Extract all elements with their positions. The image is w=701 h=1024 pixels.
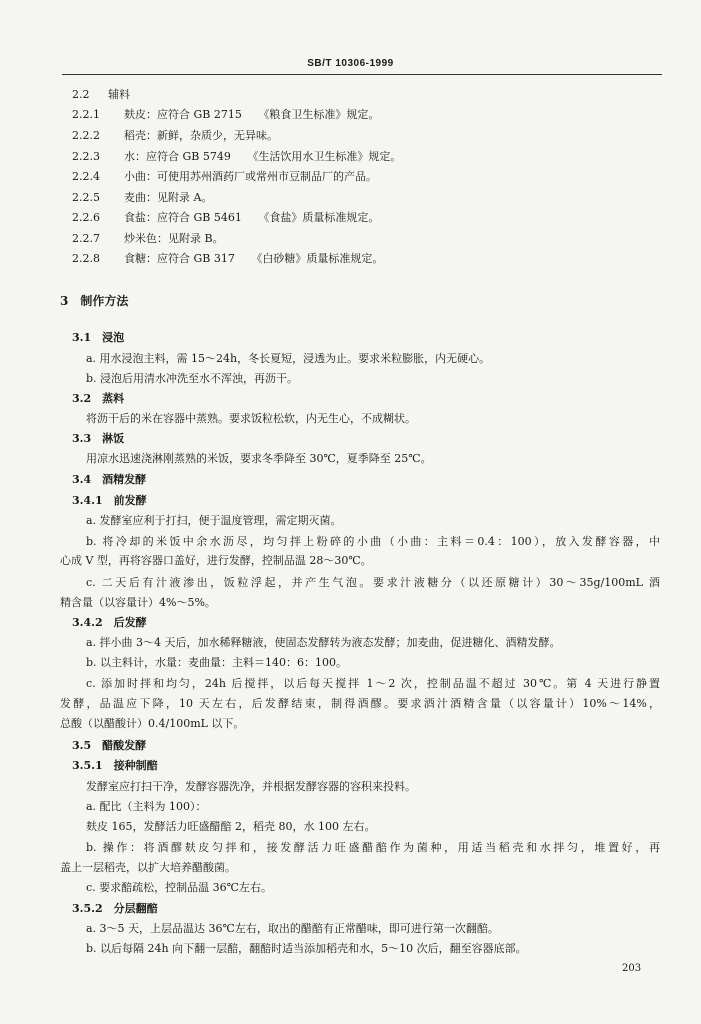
page-number: 203 xyxy=(622,963,642,974)
heading-2-2-title: 辅料 xyxy=(108,88,130,101)
heading-3-5: 3.5 醋酸发酵 xyxy=(72,739,147,752)
para-3-3: 用凉水迅速浇淋刚蒸熟的米饭，要求冬季降至 30℃，夏季降至 25℃。 xyxy=(86,452,432,465)
item-text: 小曲：可使用苏州酒药厂或常州市豆制品厂的产品。 xyxy=(124,170,377,183)
list-item xyxy=(72,232,224,246)
list-item xyxy=(72,211,379,225)
para-3-2: 将沥干后的米在容器中蒸熟。要求饭粒松软，内无生心，不成糊状。 xyxy=(86,412,416,425)
heading-3-5-1: 3.5.1 接种制醅 xyxy=(72,759,158,772)
para-3-1-a: a. 用水浸泡主料，需 15～24h，冬长夏短，浸透为止。要求米粒膨胀，内无硬心。 xyxy=(86,352,491,365)
para-3-5-2-b: b. 以后每隔 24h 向下翻一层醅，翻醅时适当添加稻壳和水，5～10 次后，翻至容器底部。 xyxy=(86,942,527,955)
para-3-4-2-c1: c. 添加时拌和均匀，24h 后搅拌，以后每天搅拌 1～2 次，控制品温不超过 30℃。第 4 天进行静置 xyxy=(86,677,660,690)
heading-3-3: 3.3 淋饭 xyxy=(72,432,125,445)
item-num: 2.2.3 xyxy=(72,150,100,163)
para-3-4-1-b1: b. 将冷却的米饭中余水沥尽，均匀拌上粉碎的小曲（小曲：主料＝0.4：100），放入发酵容器，中 xyxy=(86,535,660,548)
item-num: 2.2.2 xyxy=(72,129,100,142)
item-text: 炒米色：见附录 B。 xyxy=(124,232,224,245)
header-rule xyxy=(62,74,662,75)
para-3-5-1-b2: 盖上一层稻壳，以扩大培养醋酸菌。 xyxy=(60,861,236,874)
para-3-5-1-a: a. 配比（主料为 100）： xyxy=(86,800,207,813)
para-3-1-b: b. 浸泡后用清水冲洗至水不浑浊，再沥干。 xyxy=(86,372,299,385)
para-3-4-2-c3: 总酸（以醋酸计）0.4/100mL 以下。 xyxy=(60,717,245,730)
item-num: 2.2.1 xyxy=(72,108,100,121)
para-3-5-2-a: a. 3～5 天，上层品温达 36℃左右，取出的醋醅有正常醋味，即可进行第一次翻醅。 xyxy=(86,922,499,935)
item-num: 2.2.5 xyxy=(72,191,100,204)
item-text: 麦曲：见附录 A。 xyxy=(124,191,213,204)
para-3-4-2-c2: 发酵，品温应下降，10 天左右，后发酵结束，制得酒醪。要求酒汁酒精含量（以容量计）10%～14%， xyxy=(60,697,660,710)
item-num: 2.2.8 xyxy=(72,252,100,265)
list-item xyxy=(72,129,278,143)
heading-3-2: 3.2 蒸料 xyxy=(72,392,125,405)
list-item xyxy=(72,108,379,122)
standard-code-header: SB/T 10306-1999 xyxy=(307,58,394,69)
item-text: 食盐：应符合 GB 5461 《食盐》质量标准规定。 xyxy=(124,211,380,224)
list-item xyxy=(72,170,377,184)
item-text: 麸皮：应符合 GB 2715 《粮食卫生标准》规定。 xyxy=(124,108,380,121)
para-3-4-1-c1: c. 二天后有汁液渗出，饭粒浮起，并产生气泡。要求汁液糖分（以还原糖计）30～35g/100mL 酒 xyxy=(86,576,660,589)
item-num: 2.2.4 xyxy=(72,170,100,183)
para-3-4-1-a: a. 发酵室应利于打扫，便于温度管理，需定期灭菌。 xyxy=(86,514,342,527)
list-item xyxy=(72,191,212,205)
item-num: 2.2.6 xyxy=(72,211,100,224)
para-3-4-2-a: a. 拌小曲 3～4 天后，加水稀释糖液，使固态发酵转为液态发酵；加麦曲，促进糖化、酒精发酵。 xyxy=(86,636,561,649)
item-text: 水：应符合 GB 5749 《生活饮用水卫生标准》规定。 xyxy=(124,150,402,163)
para-3-5-1-b1: b. 操作：将酒醪麸皮匀拌和，接发酵活力旺盛醋醅作为菌种，用适当稻壳和水拌匀，堆置好，再 xyxy=(86,841,660,854)
heading-3-1: 3.1 浸泡 xyxy=(72,331,125,344)
para-3-5-1-c: c. 要求醅疏松，控制品温 36℃左右。 xyxy=(86,881,272,894)
section-3-heading: 3 制作方法 xyxy=(60,294,129,308)
list-item xyxy=(72,150,401,164)
item-text: 稻壳：新鲜，杂质少，无异味。 xyxy=(124,129,278,142)
list-item xyxy=(72,252,383,266)
para-3-5-1: 发酵室应打扫干净，发酵容器洗净，并根据发酵容器的容积来投料。 xyxy=(86,780,416,793)
heading-3-5-2: 3.5.2 分层翻醅 xyxy=(72,902,158,915)
para-3-4-1-b2: 心成 V 型，再将容器口盖好，进行发酵，控制品温 28～30℃。 xyxy=(60,554,372,567)
para-3-4-2-b: b. 以主料计，水量：麦曲量：主料＝140：6：100。 xyxy=(86,656,348,669)
heading-2-2-num: 2.2 xyxy=(72,88,90,101)
heading-2-2 xyxy=(72,88,130,102)
heading-3-4-2: 3.4.2 后发酵 xyxy=(72,616,147,629)
para-3-5-1-a2: 麸皮 165，发酵活力旺盛醋醅 2，稻壳 80，水 100 左右。 xyxy=(86,820,376,833)
para-3-4-1-c2: 精含量（以容量计）4%～5%。 xyxy=(60,596,216,609)
item-num: 2.2.7 xyxy=(72,232,100,245)
item-text: 食糖：应符合 GB 317 《白砂糖》质量标准规定。 xyxy=(124,252,384,265)
heading-3-4-1: 3.4.1 前发酵 xyxy=(72,494,147,507)
heading-3-4: 3.4 酒精发酵 xyxy=(72,473,147,486)
